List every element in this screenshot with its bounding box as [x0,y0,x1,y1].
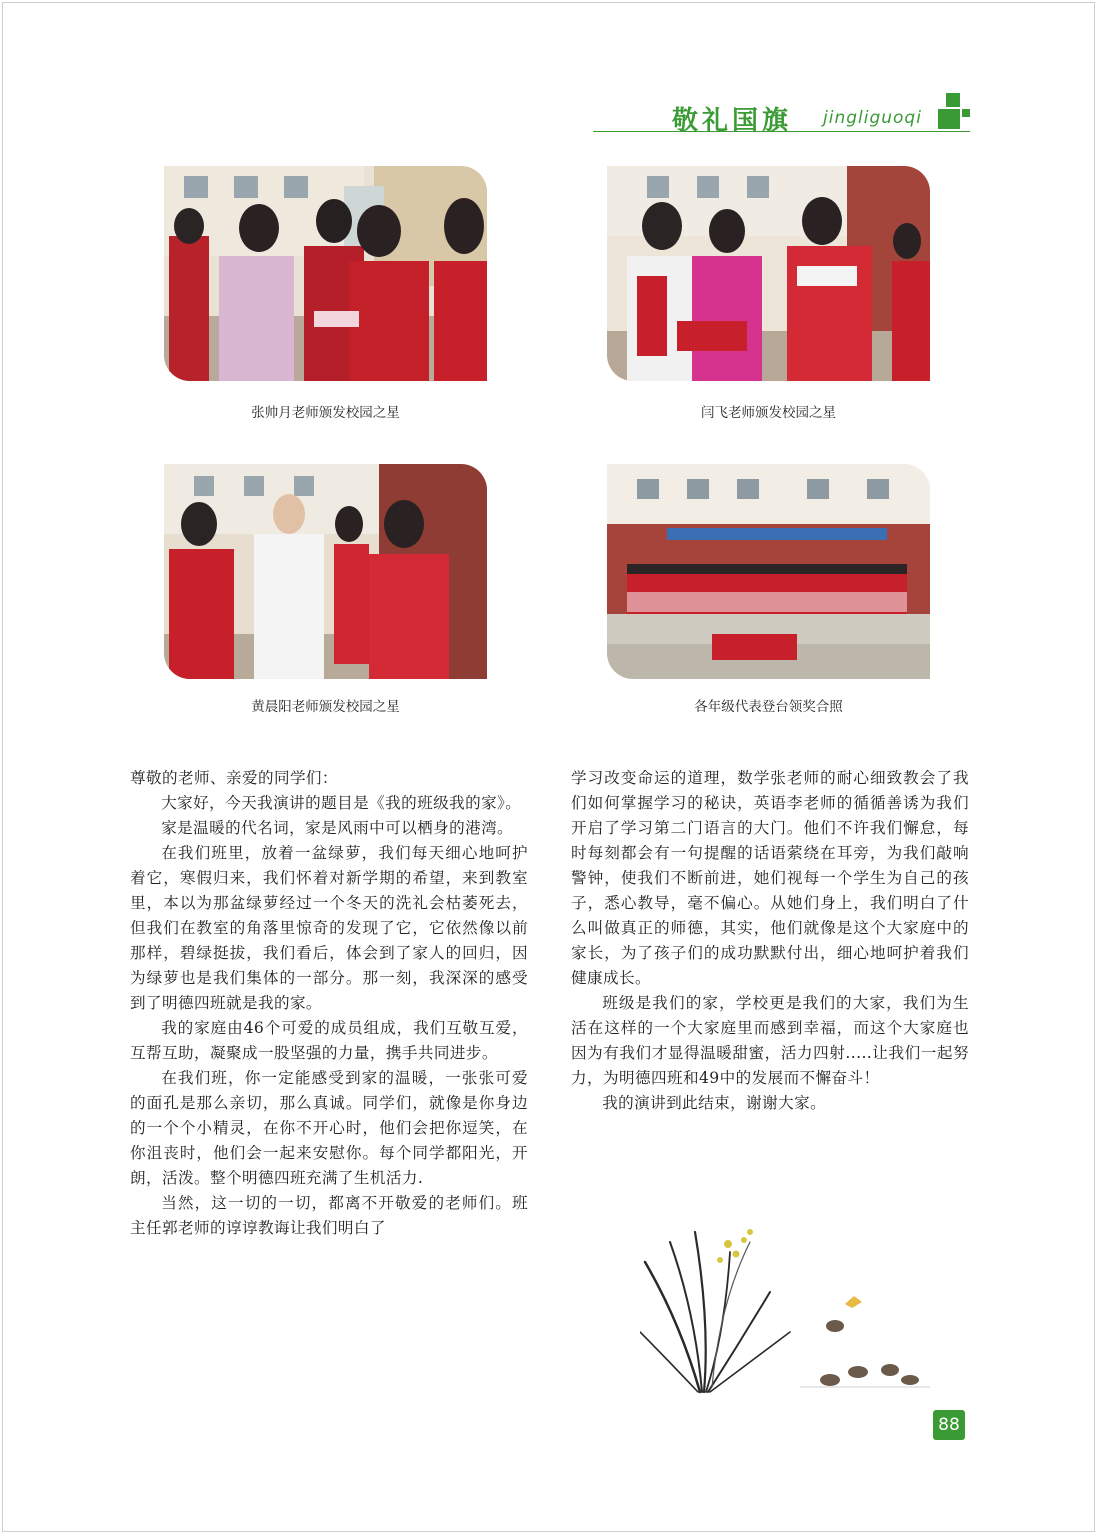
photo-caption-3: 黄晨阳老师颁发校园之星 [251,699,400,715]
paragraph: 当然，这一切的一切，都离不开敬爱的老师们。班主任郭老师的谆谆教诲让我们明白了 [130,1194,528,1237]
paragraph: 班级是我们的家，学校更是我们的大家，我们为生活在这样的一个大家庭里而感到幸福，而这个大家庭也因为有我们才显得温暖甜蜜，活力四射.....让我们一起努力，为明德四班和49中的发展而不懈奋斗！ [571,994,969,1087]
paragraph: 我的演讲到此结束，谢谢大家。 [602,1094,827,1112]
article-right-column [571,766,969,1116]
photo-caption-4: 各年级代表登台领奖合照 [694,699,843,715]
column-title-pinyin: jingliguoqi [823,108,922,128]
green-squares-logo-icon [938,93,970,129]
paragraph-continued: 学习改变命运的道理，数学张老师的耐心细致教会了我们如何掌握学习的秘诀，英语李老师的循循善诱为我们开启了学习第二门语言的大门。他们不许我们懈怠，每时每刻都会有一句提醒的话语萦绕在耳旁，为我们敲响警钟，使我们不断前进，她们视每一个学生为自己的孩子，悉心教导，毫不偏心。从她们身上，我们明白了什么叫做真正的师德，其实，他们就像是这个大家庭中的家长，为了孩子们的成功默默付出，细心地呵护着我们健康成长。 [571,769,969,987]
paragraph: 在我们班里，放着一盆绿萝，我们每天细心地呵护着它，寒假归来，我们怀着对新学期的希望，来到教室里，本以为那盆绿萝经过一个冬天的洗礼会枯萎死去，但我们在教室的角落里惊奇的发现了它，它依然像以前那样，碧绿挺拔，我们看后，体会到了家人的回归，因为绿萝也是我们集体的一部分。那一刻，我深深的感受到了明德四班就是我的家。 [130,844,528,1012]
paragraph: 在我们班，你一定能感受到家的温暖，一张张可爱的面孔是那么亲切，那么真诚。同学们，就像是你身边的一个个小精灵，在你不开心时，他们会把你逗笑，在你沮丧时，他们会一起来安慰你。每个同学都阳光，开朗，活泼。整个明德四班充满了生机活力. [130,1069,528,1187]
orchid-birds-illustration [640,1222,930,1397]
header-rule [593,131,970,132]
photo-group-on-stage [607,464,930,679]
photo-teacher-award-2 [607,166,930,381]
paragraph: 我的家庭由46个可爱的成员组成，我们互敬互爱，互帮互助，凝聚成一股坚强的力量，携手共同进步。 [130,1019,528,1062]
paragraph: 家是温暖的代名词，家是风雨中可以栖身的港湾。 [161,819,514,837]
photo-teacher-award-3 [164,464,487,679]
article-left-column [130,766,528,1241]
column-title: 敬礼国旗 [672,106,793,136]
photo-caption-2: 闫飞老师颁发校园之星 [701,405,836,421]
speech-salutation: 尊敬的老师、亲爱的同学们： [130,769,338,787]
photo-teacher-award-1 [164,166,487,381]
paragraph: 大家好，今天我演讲的题目是《我的班级我的家》。 [161,794,522,812]
photo-caption-1: 张帅月老师颁发校园之星 [251,405,400,421]
page-number: 88 [933,1410,965,1440]
